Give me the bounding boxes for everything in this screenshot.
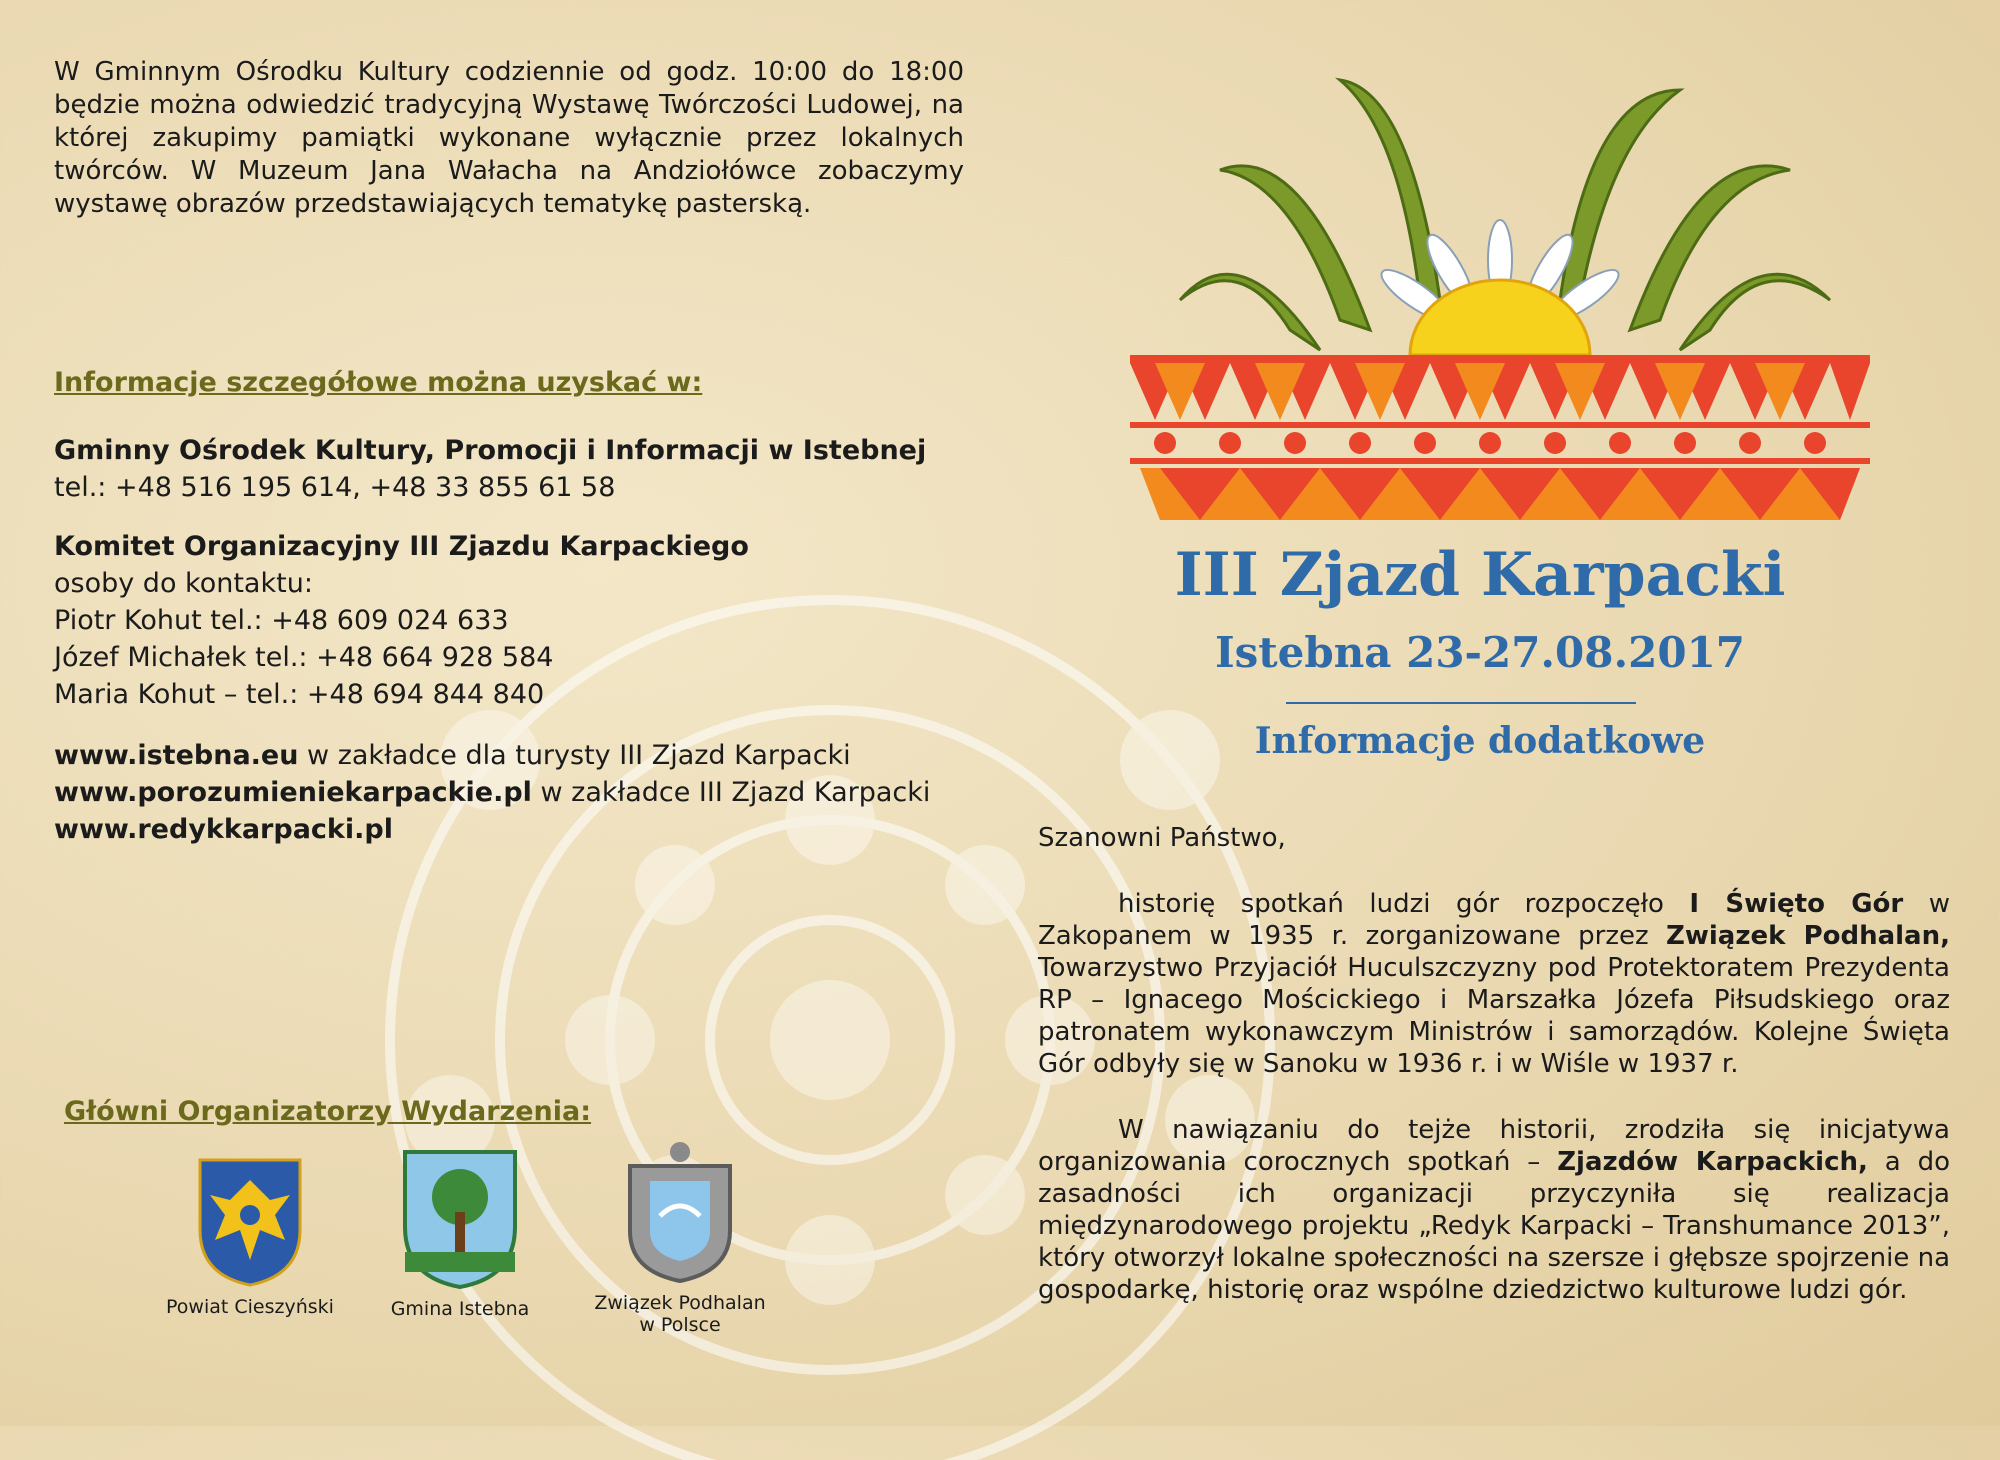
contacts-label: osoby do kontaktu: — [54, 568, 313, 599]
p1-text-a: historię spotkań ludzi gór rozpoczęło — [1118, 889, 1690, 919]
goki-phone: tel.: +48 516 195 614, +48 33 855 61 58 — [54, 472, 616, 503]
organizers-heading: Główni Organizatorzy Wydarzenia: — [64, 1096, 592, 1127]
logo-label-gmina: Gmina Istebna — [390, 1298, 530, 1320]
eagle-crest-icon — [190, 1150, 310, 1290]
logo-zwiazek-podhalan — [580, 1136, 780, 1336]
link-porozumienie[interactable]: www.porozumieniekarpackie.pl — [54, 777, 532, 808]
goki-name: Gminny Ośrodek Kultury, Promocji i Informacji w Istebnej — [54, 435, 927, 466]
intro-paragraph: W Gminnym Ośrodku Kultury codziennie od godz. 10:00 do 18:00 będzie można odwiedzić tradycyjną Wystawę Twórczości Ludowej, na której zakupimy pamiątki wykonane wyłącznie przez lokalnych twórców. W Muzeum Jana Wałacha na Andziołówce zobaczymy wystawę obrazów przedstawiających tematykę pasterską. — [54, 57, 964, 219]
logo-label-zwiazek: Związek Podhalan w Polsce — [594, 1292, 766, 1336]
tree-crest-icon — [395, 1142, 525, 1292]
link-istebna[interactable]: www.istebna.eu — [54, 740, 299, 771]
p2-text-c: a do zasadności ich organizacji przyczyniła się realizacja międzynarodowego projektu „Redyk Karpacki – Transhumance 2013”, który otworzył lokalne społeczności na szersze i głębsze spojrzenie na gospodarkę, historię oraz wspólne dziedzictwo kulturowe ludzi gór. — [1038, 1147, 1951, 1305]
p1-bold-swieto: I Święto Gór — [1689, 889, 1904, 919]
title-divider — [1286, 702, 1636, 704]
left-column — [54, 56, 964, 848]
right-column — [1038, 822, 1950, 1306]
p1-bold-zwiazek: Związek Podhalan, — [1666, 921, 1950, 951]
link-row-redyk — [54, 811, 964, 848]
event-subtitle: Istebna 23-27.08.2017 — [1214, 628, 1746, 677]
festival-logo — [1120, 50, 1880, 530]
event-title: III Zjazd Karpacki — [1174, 540, 1786, 610]
link-row-istebna — [54, 737, 964, 774]
folk-pattern-band — [1130, 355, 1870, 520]
link-istebna-desc: w zakładce dla turysty III Zjazd Karpacki — [298, 740, 851, 771]
contact-kohut-piotr: Piotr Kohut tel.: +48 609 024 633 — [54, 605, 509, 636]
salutation: Szanowni Państwo, — [1038, 823, 1286, 853]
section-title: Informacje dodatkowe — [1254, 720, 1706, 762]
link-row-porozumienie — [54, 774, 964, 811]
komitet-name: Komitet Organizacyjny III Zjazdu Karpackiego — [54, 531, 749, 562]
contact-michalek: Józef Michałek tel.: +48 664 928 584 — [54, 642, 554, 673]
logo-powiat-cieszynski — [150, 1150, 350, 1318]
initiative-paragraph — [1038, 1114, 1950, 1306]
p2-text-a: W nawiązaniu do tejże historii, zrodziła się inicjatywa organizowania corocznych spotkań – — [1038, 1115, 1950, 1177]
logo-gmina-istebna — [360, 1142, 560, 1320]
organizer-logos — [150, 1150, 850, 1370]
p1-text-e: Towarzystwo Przyjaciół Huculszczyzny pod Protektoratem Prezydenta RP – Ignacego Mościckiego i Marszałka Józefa Piłsudskiego oraz patronatem wykonawczym Ministrów i samorządów. Kolejne Święta Gór odbyły się w Sanoku w 1936 r. i w Wiśle w 1937 r. — [1038, 953, 1950, 1079]
shield-badge-icon — [615, 1136, 745, 1286]
contact-kohut-maria: Maria Kohut – tel.: +48 694 844 840 — [54, 679, 545, 710]
info-heading: Informacje szczegółowe można uzyskać w: — [54, 367, 703, 398]
p2-bold-zjazdy: Zjazdów Karpackich, — [1557, 1147, 1868, 1177]
link-porozumienie-desc: w zakładce III Zjazd Karpacki — [531, 777, 931, 808]
history-paragraph — [1038, 888, 1950, 1080]
p1-text-c: w Zakopanem w 1935 r. zorganizowane przez — [1038, 889, 1950, 951]
logo-label-powiat: Powiat Cieszyński — [166, 1296, 334, 1318]
link-redyk[interactable]: www.redykkarpacki.pl — [54, 814, 393, 845]
